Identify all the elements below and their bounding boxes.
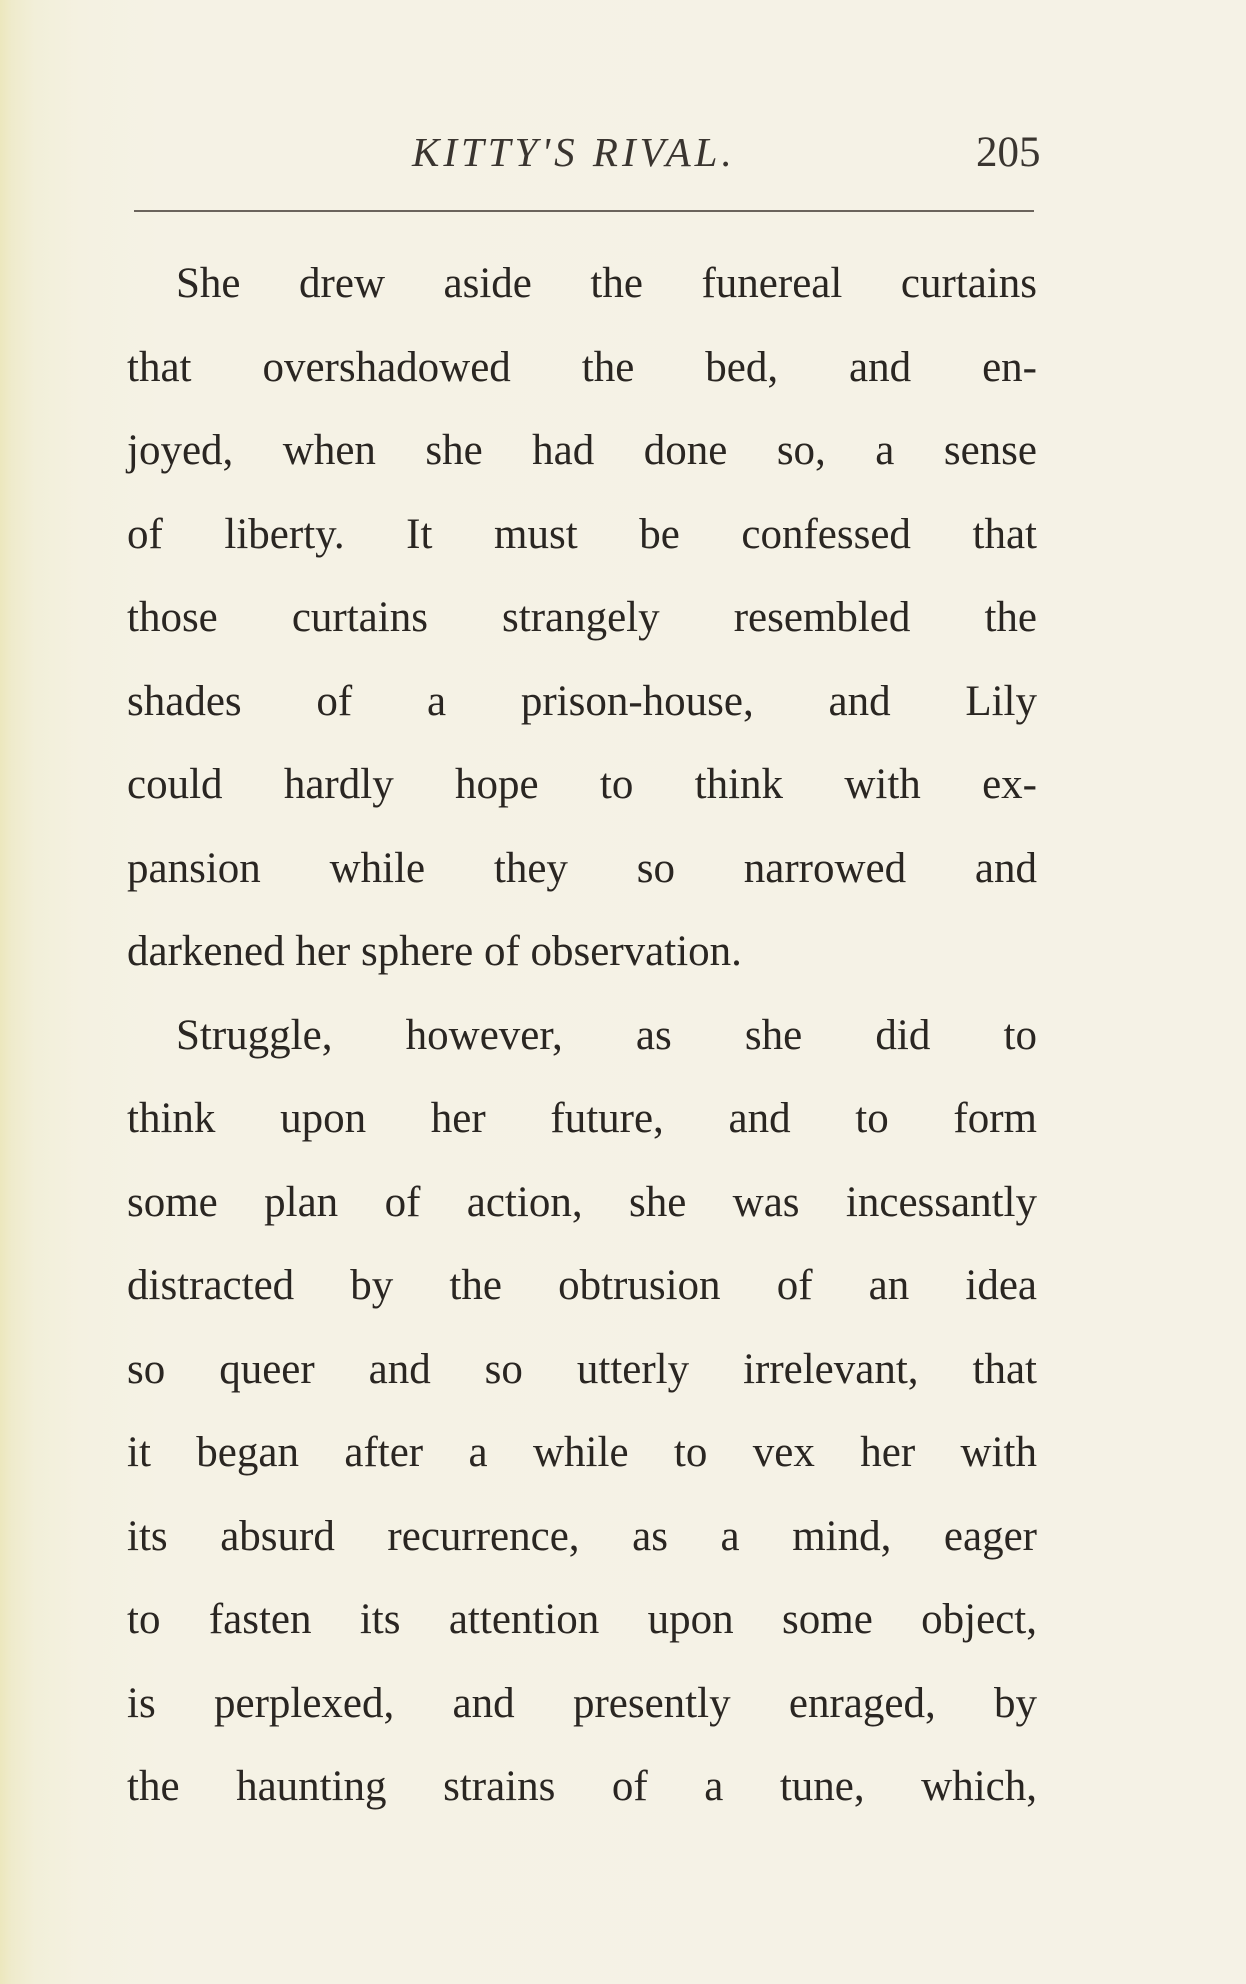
header-rule bbox=[134, 210, 1034, 212]
text-line: some plan of action, she was incessantly bbox=[127, 1178, 1037, 1226]
text-line: Struggle, however, as she did to bbox=[176, 1011, 1037, 1059]
text-line: is perplexed, and presently enraged, by bbox=[127, 1679, 1037, 1727]
text-line: could hardly hope to think with ex- bbox=[127, 761, 1037, 808]
text-line: She drew aside the funereal curtains bbox=[176, 260, 1037, 307]
text-line: shades of a prison-house, and Lily bbox=[127, 677, 1037, 725]
text-line: that overshadowed the bed, and en- bbox=[127, 343, 1037, 391]
text-line: it began after a while to vex her with bbox=[127, 1429, 1037, 1476]
text-line: pansion while they so narrowed and bbox=[127, 844, 1037, 892]
text-line: think upon her future, and to form bbox=[127, 1095, 1037, 1142]
text-line: distracted by the obtrusion of an idea bbox=[127, 1262, 1037, 1309]
body-text bbox=[127, 242, 1037, 1829]
page-number: 205 bbox=[976, 129, 1041, 176]
text-line: darkened her sphere of observation. bbox=[127, 928, 742, 975]
running-head: KITTY'S RIVAL. bbox=[412, 129, 736, 175]
text-line: of liberty. It must be confessed that bbox=[127, 510, 1037, 558]
text-line: to fasten its attention upon some object, bbox=[127, 1596, 1037, 1643]
text-line: the haunting strains of a tune, which, bbox=[127, 1763, 1037, 1810]
page-header bbox=[0, 128, 1246, 178]
text-line: joyed, when she had done so, a sense bbox=[127, 427, 1037, 474]
text-line: so queer and so utterly irrelevant, that bbox=[127, 1345, 1037, 1393]
text-line: those curtains strangely resembled the bbox=[127, 594, 1037, 641]
text-line: its absurd recurrence, as a mind, eager bbox=[127, 1512, 1037, 1560]
